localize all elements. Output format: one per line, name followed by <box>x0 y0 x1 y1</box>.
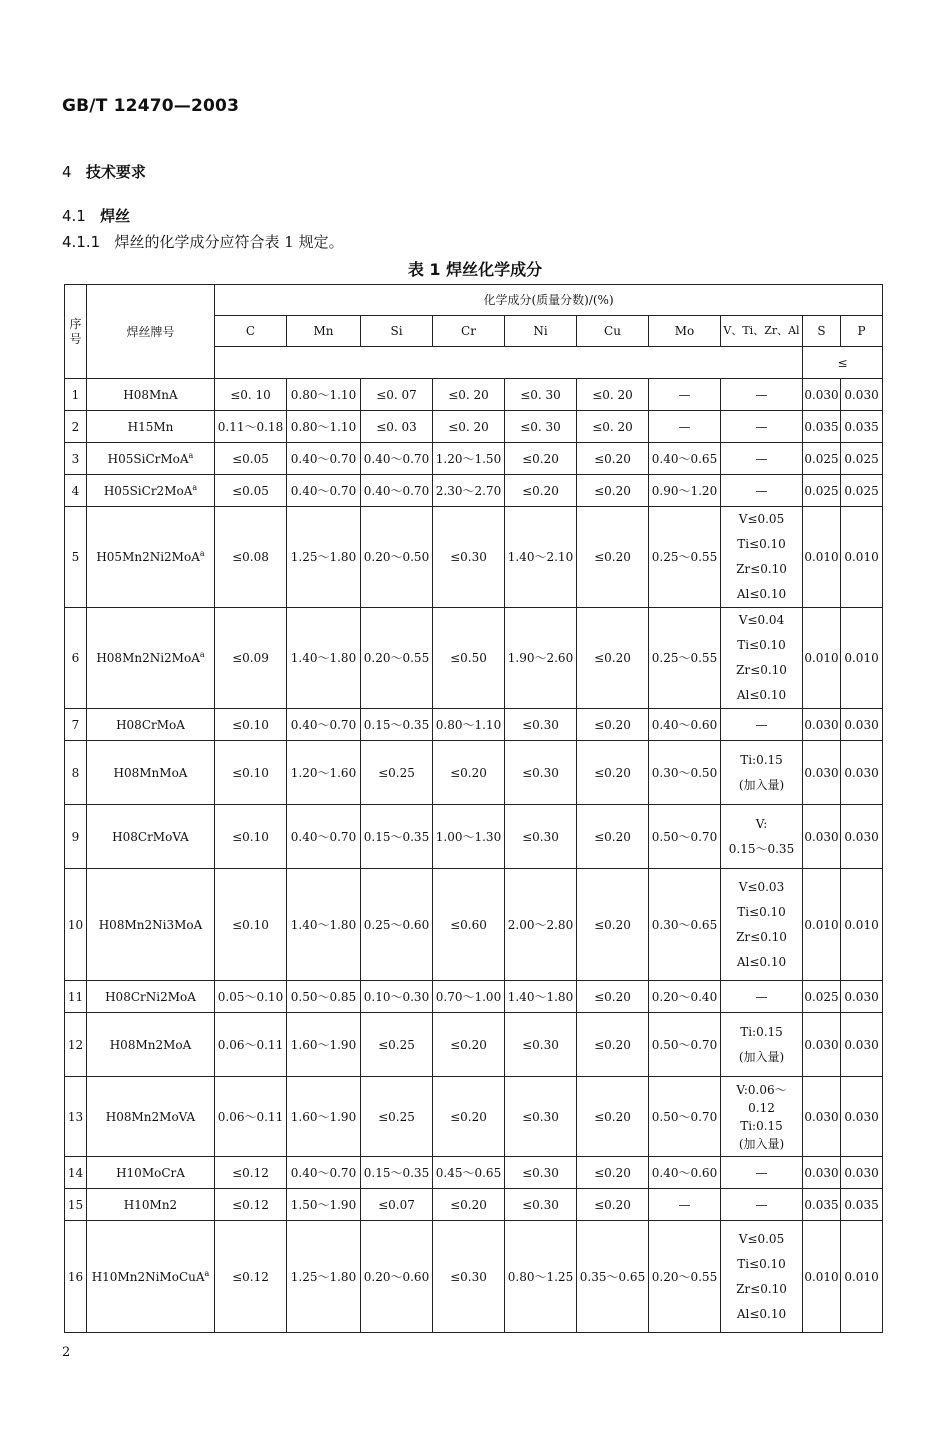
cell-v-ti-zr-al <box>721 805 803 869</box>
cell-mo: 0.40～0.60 <box>649 709 721 741</box>
cell-c: ≤0.10 <box>215 805 287 869</box>
cell-v-ti-zr-al <box>721 443 803 475</box>
cell-cr: 1.20～1.50 <box>433 443 505 475</box>
section-number: 4.1 <box>62 207 86 225</box>
header-blank <box>215 347 803 379</box>
cell-cr: ≤0.20 <box>433 1013 505 1077</box>
cell-no: 7 <box>65 709 87 741</box>
cell-mo: 0.40～0.60 <box>649 1157 721 1189</box>
cell-grade <box>87 709 215 741</box>
grade-name: H08CrMoA <box>116 717 185 732</box>
v-line: Ti≤0.10 <box>737 1256 786 1271</box>
cell-mn: 0.40～0.70 <box>287 1157 361 1189</box>
cell-mo: 0.20～0.55 <box>649 1221 721 1333</box>
cell-v-ti-zr-al <box>721 1013 803 1077</box>
grade-name: H05SiCrMoA <box>107 451 189 466</box>
cell-cr: ≤0.50 <box>433 608 505 709</box>
v-line: V≤0.05 <box>738 512 785 526</box>
grade-name: H08CrNi2MoA <box>105 989 196 1004</box>
cell-s: 0.025 <box>803 981 841 1013</box>
header-element: Ni <box>505 316 577 347</box>
footnote-marker: a <box>199 549 205 558</box>
cell-cu: ≤0.20 <box>577 608 649 709</box>
table-row <box>65 1013 883 1077</box>
cell-ni: ≤0.20 <box>505 443 577 475</box>
cell-mn: 0.40～0.70 <box>287 805 361 869</box>
header-element: V、Ti、Zr、Al <box>721 316 803 347</box>
header-grade: 焊丝牌号 <box>87 285 215 379</box>
cell-grade <box>87 507 215 608</box>
cell-s: 0.025 <box>803 443 841 475</box>
cell-v-ti-zr-al <box>721 1189 803 1221</box>
grade-name: H15Mn <box>127 419 174 434</box>
cell-cu: 0.35～0.65 <box>577 1221 649 1333</box>
cell-ni: 2.00～2.80 <box>505 869 577 981</box>
cell-mn: 0.40～0.70 <box>287 475 361 507</box>
cell-p: 0.030 <box>841 379 883 411</box>
cell-c: ≤0.12 <box>215 1221 287 1333</box>
cell-mo: — <box>649 411 721 443</box>
chemical-composition-table <box>64 284 883 1333</box>
cell-ni: ≤0.30 <box>505 709 577 741</box>
cell-p: 0.030 <box>841 1157 883 1189</box>
cell-mn: 1.40～1.80 <box>287 869 361 981</box>
cell-mo: 0.25～0.55 <box>649 507 721 608</box>
cell-mo: 0.50～0.70 <box>649 1077 721 1157</box>
cell-cu: ≤0. 20 <box>577 379 649 411</box>
table-row <box>65 507 883 608</box>
header-composition-group: 化学成分(质量分数)/(%) <box>215 285 883 316</box>
cell-mo: 0.50～0.70 <box>649 805 721 869</box>
section-4-1-heading <box>62 205 130 226</box>
cell-no: 5 <box>65 507 87 608</box>
cell-s: 0.035 <box>803 411 841 443</box>
table-row <box>65 1077 883 1157</box>
cell-cu: ≤0.20 <box>577 709 649 741</box>
v-line: — <box>755 451 768 466</box>
cell-cu: ≤0.20 <box>577 507 649 608</box>
v-line: Ti:0.15 <box>740 1118 783 1133</box>
grade-name: H10Mn2NiMoCuA <box>91 1269 205 1284</box>
v-line: Zr≤0.10 <box>736 663 787 677</box>
cell-cr: ≤0. 20 <box>433 379 505 411</box>
cell-cu: ≤0. 20 <box>577 411 649 443</box>
cell-si: 0.15～0.35 <box>361 1157 433 1189</box>
v-line: Ti≤0.10 <box>737 904 786 919</box>
standard-code: GB/T 12470—2003 <box>62 96 240 116</box>
v-line: V≤0.05 <box>738 1231 785 1246</box>
cell-si: ≤0. 07 <box>361 379 433 411</box>
cell-c: 0.05～0.10 <box>215 981 287 1013</box>
cell-cr: ≤0.20 <box>433 1077 505 1157</box>
cell-s: 0.030 <box>803 741 841 805</box>
v-line: — <box>755 989 768 1004</box>
table-row <box>65 805 883 869</box>
grade-name: H08MnA <box>123 387 178 402</box>
footnote-marker: a <box>188 450 194 460</box>
cell-ni: ≤0.30 <box>505 1157 577 1189</box>
cell-c: ≤0.10 <box>215 741 287 805</box>
v-line: (加入量) <box>738 777 785 792</box>
grade-name: H08MnMoA <box>113 765 188 780</box>
cell-no: 6 <box>65 608 87 709</box>
cell-ni: ≤0.30 <box>505 805 577 869</box>
cell-p: 0.025 <box>841 443 883 475</box>
cell-p: 0.010 <box>841 507 883 608</box>
cell-mn: 0.40～0.70 <box>287 443 361 475</box>
header-element: S <box>803 316 841 347</box>
cell-ni: ≤0.30 <box>505 1077 577 1157</box>
cell-mo: 0.40～0.65 <box>649 443 721 475</box>
cell-cr: 0.45～0.65 <box>433 1157 505 1189</box>
v-line: — <box>755 387 768 402</box>
section-number: 4 <box>62 163 72 181</box>
v-line: Al≤0.10 <box>736 688 787 702</box>
header-element: C <box>215 316 287 347</box>
cell-p: 0.010 <box>841 608 883 709</box>
cell-v-ti-zr-al <box>721 1157 803 1189</box>
cell-si: 0.20～0.60 <box>361 1221 433 1333</box>
cell-no: 2 <box>65 411 87 443</box>
cell-s: 0.035 <box>803 1189 841 1221</box>
grade-name: H08Mn2Ni2MoA <box>96 651 200 665</box>
table-row <box>65 869 883 981</box>
cell-mn: 1.40～1.80 <box>287 608 361 709</box>
cell-cr: ≤0.20 <box>433 741 505 805</box>
cell-cu: ≤0.20 <box>577 1157 649 1189</box>
cell-grade <box>87 869 215 981</box>
table-row <box>65 741 883 805</box>
table-row <box>65 608 883 709</box>
header-max-symbol: ≤ <box>803 347 883 379</box>
cell-mn: 0.40～0.70 <box>287 709 361 741</box>
v-line: V≤0.03 <box>738 879 785 894</box>
cell-cr: ≤0.60 <box>433 869 505 981</box>
table-row <box>65 443 883 475</box>
table-row <box>65 475 883 507</box>
v-line: V:0.06～ <box>736 1082 787 1097</box>
cell-cu: ≤0.20 <box>577 1189 649 1221</box>
cell-si: 0.15～0.35 <box>361 805 433 869</box>
cell-grade <box>87 1157 215 1189</box>
v-line: Zr≤0.10 <box>736 929 787 944</box>
cell-mo: 0.30～0.65 <box>649 869 721 981</box>
cell-cu: ≤0.20 <box>577 981 649 1013</box>
cell-mn: 1.25～1.80 <box>287 1221 361 1333</box>
cell-si: ≤0.25 <box>361 1013 433 1077</box>
cell-p: 0.030 <box>841 981 883 1013</box>
cell-mn: 1.20～1.60 <box>287 741 361 805</box>
header-element: P <box>841 316 883 347</box>
grade-name: H08CrMoVA <box>112 829 189 844</box>
cell-s: 0.030 <box>803 1077 841 1157</box>
cell-v-ti-zr-al <box>721 1221 803 1333</box>
table-row <box>65 1221 883 1333</box>
cell-v-ti-zr-al <box>721 379 803 411</box>
v-line: V≤0.04 <box>738 613 785 627</box>
cell-p: 0.035 <box>841 411 883 443</box>
cell-mn: 1.25～1.80 <box>287 507 361 608</box>
cell-ni: ≤0. 30 <box>505 411 577 443</box>
footnote-marker: a <box>192 482 198 492</box>
cell-mn: 1.60～1.90 <box>287 1013 361 1077</box>
cell-mo: — <box>649 379 721 411</box>
cell-c: ≤0.05 <box>215 475 287 507</box>
header-no: 序号 <box>65 285 87 379</box>
cell-si: ≤0.07 <box>361 1189 433 1221</box>
cell-c: 0.06～0.11 <box>215 1077 287 1157</box>
cell-mo: — <box>649 1189 721 1221</box>
cell-s: 0.010 <box>803 507 841 608</box>
cell-s: 0.030 <box>803 379 841 411</box>
cell-c: ≤0.12 <box>215 1189 287 1221</box>
cell-si: ≤0.25 <box>361 741 433 805</box>
header-element: Cu <box>577 316 649 347</box>
cell-cr: ≤0.20 <box>433 1189 505 1221</box>
v-line: 0.15～0.35 <box>728 841 795 856</box>
paragraph-text: 焊丝的化学成分应符合表 1 规定。 <box>114 233 344 251</box>
cell-v-ti-zr-al <box>721 411 803 443</box>
v-line: — <box>755 419 768 434</box>
cell-c: ≤0. 10 <box>215 379 287 411</box>
table-row <box>65 1189 883 1221</box>
cell-p: 0.035 <box>841 1189 883 1221</box>
v-line: — <box>755 483 768 498</box>
header-element: Cr <box>433 316 505 347</box>
cell-si: 0.10～0.30 <box>361 981 433 1013</box>
cell-grade <box>87 608 215 709</box>
cell-s: 0.010 <box>803 608 841 709</box>
v-line: Ti:0.15 <box>740 1024 783 1039</box>
cell-grade <box>87 411 215 443</box>
cell-v-ti-zr-al <box>721 741 803 805</box>
cell-p: 0.030 <box>841 1077 883 1157</box>
cell-mo: 0.90～1.20 <box>649 475 721 507</box>
grade-name: H05SiCr2MoA <box>103 483 193 498</box>
cell-si: 0.20～0.50 <box>361 507 433 608</box>
cell-si: ≤0.25 <box>361 1077 433 1157</box>
cell-v-ti-zr-al <box>721 709 803 741</box>
cell-si: 0.40～0.70 <box>361 475 433 507</box>
grade-name: H08Mn2Ni3MoA <box>98 917 203 932</box>
grade-name: H08Mn2MoVA <box>105 1109 196 1124</box>
cell-c: ≤0.10 <box>215 869 287 981</box>
table-title: 表 1 焊丝化学成分 <box>407 260 543 279</box>
v-line: Al≤0.10 <box>736 587 787 601</box>
v-line: V: <box>755 816 768 831</box>
cell-s: 0.030 <box>803 1013 841 1077</box>
cell-c: ≤0.08 <box>215 507 287 608</box>
cell-c: ≤0.12 <box>215 1157 287 1189</box>
v-line: — <box>755 717 768 732</box>
cell-no: 3 <box>65 443 87 475</box>
cell-si: 0.25～0.60 <box>361 869 433 981</box>
v-line: Zr≤0.10 <box>736 1281 787 1296</box>
v-line: — <box>755 1197 768 1212</box>
cell-grade <box>87 1077 215 1157</box>
cell-v-ti-zr-al <box>721 475 803 507</box>
v-line: Al≤0.10 <box>736 954 787 969</box>
cell-cr: 0.70～1.00 <box>433 981 505 1013</box>
v-line: (加入量) <box>738 1049 785 1064</box>
cell-c: 0.06～0.11 <box>215 1013 287 1077</box>
v-line: 0.12 <box>748 1100 775 1115</box>
cell-no: 16 <box>65 1221 87 1333</box>
cell-cr: ≤0. 20 <box>433 411 505 443</box>
cell-no: 11 <box>65 981 87 1013</box>
v-line: Zr≤0.10 <box>736 562 787 576</box>
cell-ni: ≤0.30 <box>505 1189 577 1221</box>
cell-cr: 1.00～1.30 <box>433 805 505 869</box>
cell-p: 0.030 <box>841 805 883 869</box>
cell-ni: ≤0.30 <box>505 1013 577 1077</box>
page-number: 2 <box>62 1345 71 1360</box>
cell-mn: 0.80～1.10 <box>287 379 361 411</box>
cell-no: 14 <box>65 1157 87 1189</box>
cell-p: 0.030 <box>841 741 883 805</box>
cell-cu: ≤0.20 <box>577 805 649 869</box>
section-title: 焊丝 <box>100 207 131 225</box>
v-line: Ti≤0.10 <box>737 537 786 551</box>
header-element: Mo <box>649 316 721 347</box>
cell-p: 0.010 <box>841 869 883 981</box>
cell-s: 0.010 <box>803 1221 841 1333</box>
cell-no: 9 <box>65 805 87 869</box>
cell-s: 0.010 <box>803 869 841 981</box>
v-line: (加入量) <box>738 1136 785 1151</box>
cell-p: 0.030 <box>841 1013 883 1077</box>
cell-cu: ≤0.20 <box>577 1077 649 1157</box>
cell-cr: 0.80～1.10 <box>433 709 505 741</box>
v-line: Al≤0.10 <box>736 1306 787 1321</box>
cell-ni: 1.40～2.10 <box>505 507 577 608</box>
cell-ni: ≤0. 30 <box>505 379 577 411</box>
cell-s: 0.025 <box>803 475 841 507</box>
cell-grade <box>87 741 215 805</box>
cell-p: 0.025 <box>841 475 883 507</box>
cell-grade <box>87 443 215 475</box>
cell-no: 1 <box>65 379 87 411</box>
cell-cu: ≤0.20 <box>577 475 649 507</box>
table-row <box>65 981 883 1013</box>
cell-cr: 2.30～2.70 <box>433 475 505 507</box>
cell-si: 0.40～0.70 <box>361 443 433 475</box>
header-element: Mn <box>287 316 361 347</box>
cell-ni: ≤0.20 <box>505 475 577 507</box>
table-row <box>65 411 883 443</box>
v-line: — <box>755 1165 768 1180</box>
cell-grade <box>87 805 215 869</box>
table-row <box>65 709 883 741</box>
cell-v-ti-zr-al <box>721 1077 803 1157</box>
cell-ni: 1.40～1.80 <box>505 981 577 1013</box>
v-line: Ti≤0.10 <box>737 638 786 652</box>
section-title: 技术要求 <box>85 163 146 181</box>
cell-mn: 1.60～1.90 <box>287 1077 361 1157</box>
cell-ni: 1.90～2.60 <box>505 608 577 709</box>
grade-name: H08Mn2MoA <box>109 1037 192 1052</box>
section-4-1-1-paragraph <box>62 231 344 252</box>
cell-grade <box>87 379 215 411</box>
cell-mn: 1.50～1.90 <box>287 1189 361 1221</box>
grade-name: H05Mn2Ni2MoA <box>96 550 200 564</box>
cell-si: ≤0. 03 <box>361 411 433 443</box>
cell-si: 0.20～0.55 <box>361 608 433 709</box>
cell-no: 8 <box>65 741 87 805</box>
cell-mo: 0.30～0.50 <box>649 741 721 805</box>
cell-ni: 0.80～1.25 <box>505 1221 577 1333</box>
grade-name: H10Mn2 <box>123 1197 178 1212</box>
cell-s: 0.030 <box>803 805 841 869</box>
cell-grade <box>87 1189 215 1221</box>
cell-mo: 0.25～0.55 <box>649 608 721 709</box>
cell-mn: 0.50～0.85 <box>287 981 361 1013</box>
cell-v-ti-zr-al <box>721 608 803 709</box>
cell-grade <box>87 1221 215 1333</box>
cell-c: ≤0.10 <box>215 709 287 741</box>
cell-c: ≤0.05 <box>215 443 287 475</box>
cell-no: 15 <box>65 1189 87 1221</box>
cell-mo: 0.20～0.40 <box>649 981 721 1013</box>
table-row <box>65 1157 883 1189</box>
table-row <box>65 379 883 411</box>
cell-si: 0.15～0.35 <box>361 709 433 741</box>
table-body <box>65 379 883 1333</box>
header-element: Si <box>361 316 433 347</box>
cell-grade <box>87 1013 215 1077</box>
cell-grade <box>87 475 215 507</box>
cell-v-ti-zr-al <box>721 507 803 608</box>
cell-no: 12 <box>65 1013 87 1077</box>
cell-cu: ≤0.20 <box>577 443 649 475</box>
v-line: Ti:0.15 <box>740 752 783 767</box>
cell-s: 0.030 <box>803 1157 841 1189</box>
cell-no: 4 <box>65 475 87 507</box>
section-number: 4.1.1 <box>62 233 101 251</box>
cell-no: 10 <box>65 869 87 981</box>
cell-no: 13 <box>65 1077 87 1157</box>
cell-v-ti-zr-al <box>721 869 803 981</box>
cell-cu: ≤0.20 <box>577 1013 649 1077</box>
cell-mn: 0.80～1.10 <box>287 411 361 443</box>
cell-v-ti-zr-al <box>721 981 803 1013</box>
cell-c: 0.11～0.18 <box>215 411 287 443</box>
cell-mo: 0.50～0.70 <box>649 1013 721 1077</box>
cell-grade <box>87 981 215 1013</box>
cell-c: ≤0.09 <box>215 608 287 709</box>
cell-ni: ≤0.30 <box>505 741 577 805</box>
footnote-marker: a <box>204 1268 210 1278</box>
cell-p: 0.010 <box>841 1221 883 1333</box>
section-4-heading <box>62 161 146 182</box>
cell-cu: ≤0.20 <box>577 869 649 981</box>
grade-name: H10MoCrA <box>116 1165 185 1180</box>
footnote-marker: a <box>199 650 205 659</box>
cell-cr: ≤0.30 <box>433 1221 505 1333</box>
cell-p: 0.030 <box>841 709 883 741</box>
cell-s: 0.030 <box>803 709 841 741</box>
cell-cu: ≤0.20 <box>577 741 649 805</box>
cell-cr: ≤0.30 <box>433 507 505 608</box>
